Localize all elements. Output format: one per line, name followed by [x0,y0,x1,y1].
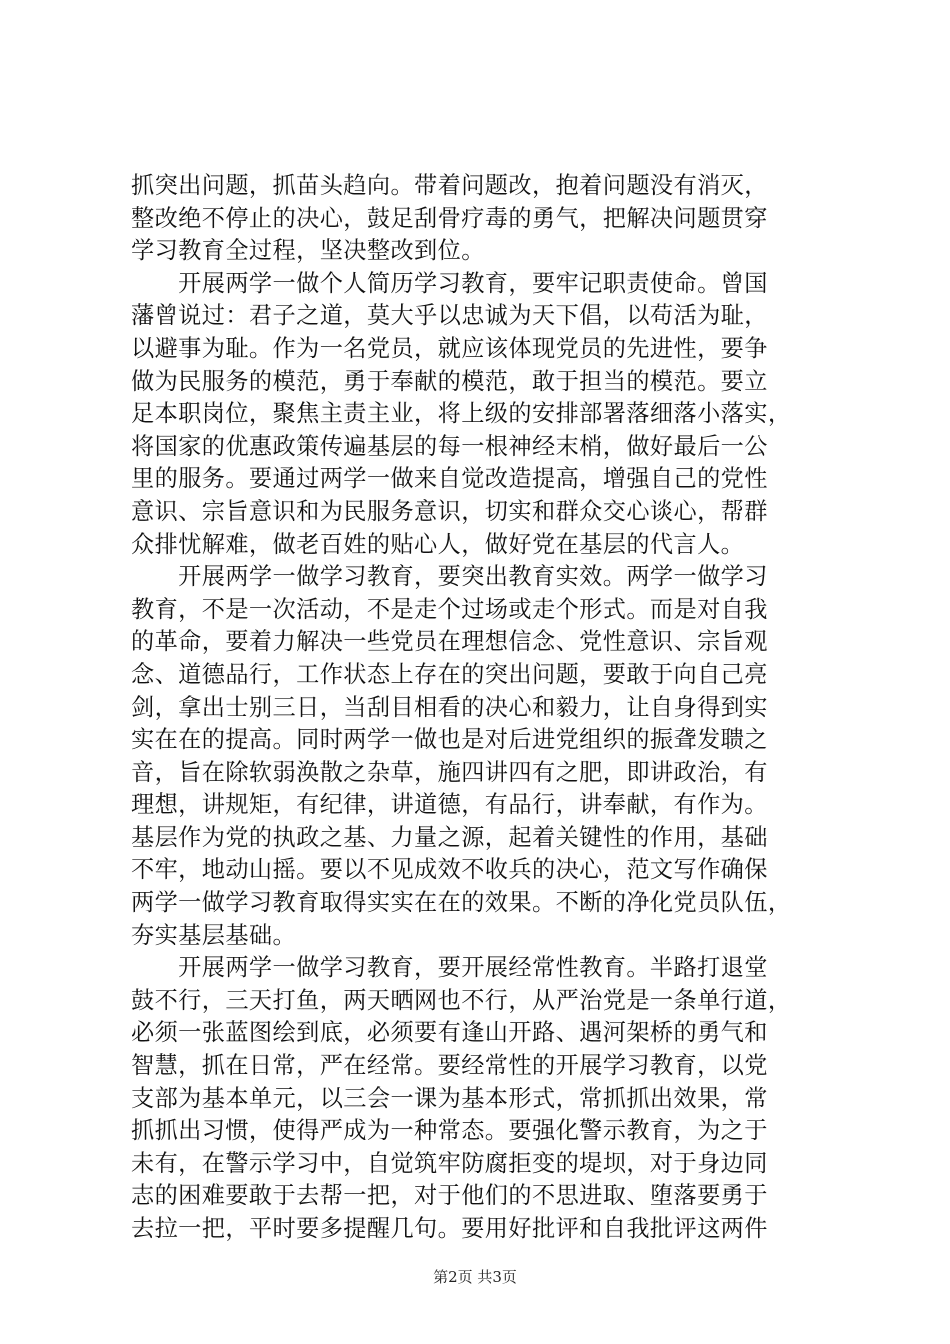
text-line: 智慧，抓在日常，严在经常。要经常性的开展学习教育，以党 [131,1052,768,1080]
text-line: 开展两学一做个人简历学习教育，要牢记职责使命。曾国 [131,269,768,297]
text-line: 以避事为耻。作为一名党员，就应该体现党员的先进性，要争 [131,334,768,362]
text-line: 足本职岗位，聚焦主责主业，将上级的安排部署落细落小落实， [131,400,792,428]
text-line: 志的困难要敢于去帮一把，对于他们的不思进取、堕落要勇于 [131,1182,768,1210]
text-line: 两学一做学习教育取得实实在在的效果。不断的净化党员队伍， [131,889,792,917]
text-line: 教育，不是一次活动，不是走个过场或走个形式。而是对自我 [131,595,768,623]
text-line: 音，旨在除软弱涣散之杂草，施四讲四有之肥，即讲政治，有 [131,758,768,786]
text-line: 未有，在警示学习中，自觉筑牢防腐拒变的堤坝，对于身边同 [131,1149,768,1177]
text-line: 学习教育全过程，坚决整改到位。 [131,237,485,265]
text-line: 的革命，要着力解决一些党员在理想信念、党性意识、宗旨观 [131,628,768,656]
text-line: 整改绝不停止的决心，鼓足刮骨疗毒的勇气，把解决问题贯穿 [131,204,768,232]
text-line: 抓突出问题，抓苗头趋向。带着问题改，抱着问题没有消灭， [131,172,768,199]
text-line: 去拉一把，平时要多提醒几句。要用好批评和自我批评这两件 [131,1215,768,1242]
text-line: 基层作为党的执政之基、力量之源，起着关键性的作用，基础 [131,823,768,851]
text-line: 藩曾说过：君子之道，莫大乎以忠诚为天下倡，以苟活为耻， [131,302,768,330]
text-line: 里的服务。要通过两学一做来自觉改造提高，增强自己的党性 [131,465,768,493]
text-line: 必须一张蓝图绘到底，必须要有逢山开路、遇河架桥的勇气和 [131,1019,768,1047]
text-line: 众排忧解难，做老百姓的贴心人，做好党在基层的代言人。 [131,530,745,558]
text-line: 理想，讲规矩，有纪律，讲道德，有品行，讲奉献，有作为。 [131,791,768,819]
text-line: 支部为基本单元，以三会一课为基本形式，常抓抓出效果，常 [131,1084,768,1112]
text-line: 念、道德品行，工作状态上存在的突出问题，要敢于向自己亮 [131,660,768,688]
text-line: 开展两学一做学习教育，要突出教育实效。两学一做学习 [131,563,768,591]
text-line: 鼓不行，三天打鱼，两天晒网也不行，从严治党是一条单行道， [131,986,792,1014]
text-line: 开展两学一做学习教育，要开展经常性教育。半路打退堂 [131,954,768,982]
text-line: 实在在的提高。同时两学一做也是对后进党组织的振聋发聩之 [131,726,768,754]
text-line: 不牢，地动山摇。要以不见成效不收兵的决心，范文写作确保 [131,856,768,884]
text-line: 做为民服务的模范，勇于奉献的模范，敢于担当的模范。要立 [131,367,768,395]
text-line: 剑，拿出士别三日，当刮目相看的决心和毅力，让自身得到实 [131,693,768,721]
text-line: 抓抓出习惯，使得严成为一种常态。要强化警示教育，为之于 [131,1117,768,1145]
text-line: 将国家的优惠政策传遍基层的每一根神经末梢，做好最后一公 [131,432,768,460]
text-line: 意识、宗旨意识和为民服务意识，切实和群众交心谈心，帮群 [131,497,768,525]
page-number-footer: 第2页 共3页 [433,1268,517,1286]
text-line: 夯实基层基础。 [131,921,297,949]
document-body [131,170,831,1246]
